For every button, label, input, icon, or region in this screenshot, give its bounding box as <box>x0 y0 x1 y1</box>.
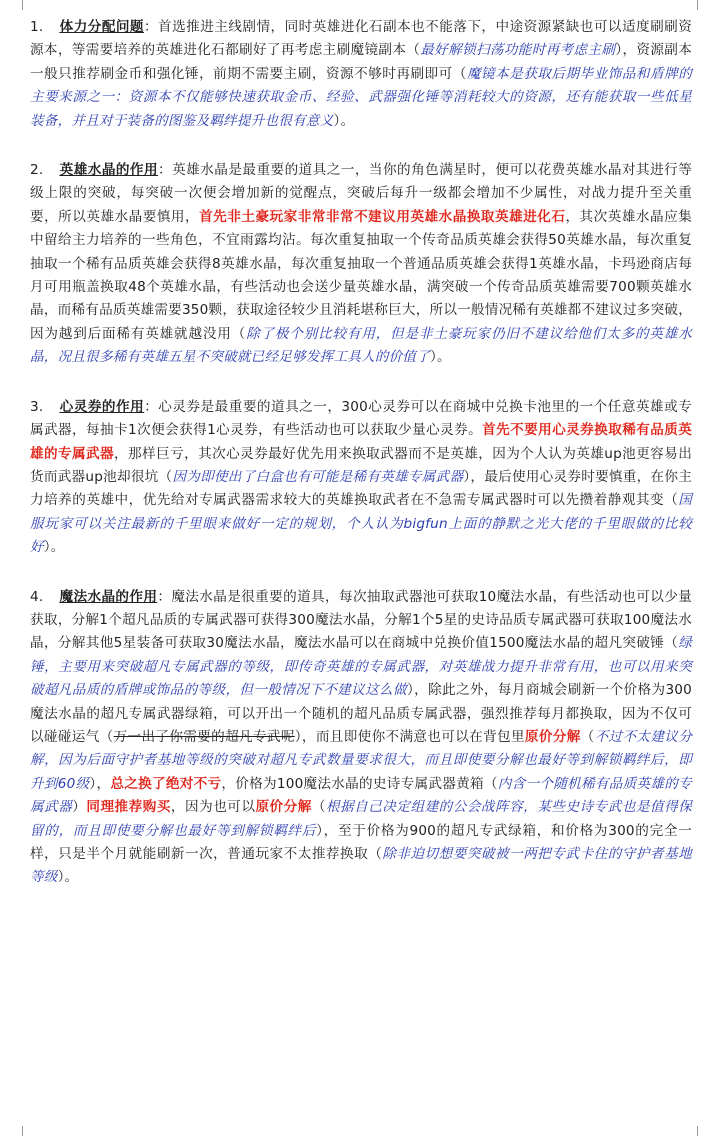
body-text: ）。 <box>333 112 355 129</box>
body-text: ），而且即使你不满意也可以在背包里 <box>294 728 525 745</box>
section-heading: 体力分配问题 <box>59 19 144 35</box>
body-text: ）。 <box>430 349 451 366</box>
body-text: ），最后使用心灵券时要慎重，在你主力培养的英雄中，优先给对专属武器需求较大的英雄换取武者在不急需专属武器时可以先攒着静观其变（ <box>30 468 692 509</box>
section-spacer <box>30 133 692 159</box>
section-heading: 心灵券的作用 <box>59 398 145 415</box>
section-heading: 魔法水晶的作用 <box>59 588 158 605</box>
body-text: ），除此之外，每月商城会刷新一个价格为300魔法水晶的超凡专属武器绿箱，可以开出一个随机的超凡品质专属武器，强烈推荐每月都换取，因为不仅可以碰碰运气（ <box>30 682 692 745</box>
section-3 <box>30 396 692 560</box>
body-text: ，那样巨亏，其次心灵券最好优先用来换取武器而不是英雄，因为个人认为英雄up池更容易出货而武器up池却很坑（ <box>30 445 692 485</box>
body-text: ，其次英雄水晶应集中留给主力培养的一些角色，不宜雨露均沾。每次重复抽取一个传奇品质英雄会获得50英雄水晶，每次重复抽取一个稀有品质英雄会获得8英雄水晶，每次重复抽取一个普通品质英雄会获得1英雄水晶，卡玛逊商店每月可用瓶盖换取48个英雄水晶，有些活动也会送少量英雄水晶，满突破一个传奇品质英雄需要700颗英雄水晶，而稀有品质英雄需要350颗，获取途径较少且消耗堪称巨大，所以一般情况稀有英雄都不建议过多突破，因为越到后面稀有英雄就越没用（ <box>30 208 692 342</box>
struck-text: 万一出了你需要的超凡专武呢 <box>113 728 295 745</box>
annotation-note: 国服玩家可以关注最新的千里眼来做好一定的规划，个人认为bigfun上面的静默之光大佬的千里眼做的比较好 <box>30 492 692 556</box>
crop-mark-top-right <box>687 0 698 10</box>
highlight-warning: 首先不要用心灵券换取稀有品质英雄的专属武器 <box>30 422 692 462</box>
section-4 <box>30 586 692 890</box>
section-1 <box>30 16 692 133</box>
annotation-note: 魔镜本是获取后期毕业饰品和盾牌的主要来源之一：资源本不仅能够快速获取金币、经验、武器强化锤等消耗较大的资源，还有能获取一些低星装备，并且对于装备的图鉴及羁绊提升也很有意义 <box>30 65 692 129</box>
section-heading: 英雄水晶的作用 <box>59 162 159 179</box>
section-2 <box>30 159 692 370</box>
section-number: 4. <box>30 588 44 605</box>
highlight-warning: 总之换了绝对不亏 <box>110 775 222 792</box>
body-text: ，价格为100魔法水晶的史诗专属武器黄箱（ <box>221 775 498 792</box>
document-page <box>30 10 692 890</box>
section-number: 3. <box>30 398 44 415</box>
section-spacer <box>30 560 692 586</box>
body-text: ） <box>72 799 87 816</box>
body-text: ）， <box>89 775 111 792</box>
body-text: （ <box>311 799 326 816</box>
annotation-note: 内含一个随机稀有品质英雄的专属武器 <box>30 775 692 816</box>
crop-mark-bottom-left <box>22 1126 33 1136</box>
body-text: ）。 <box>57 869 79 886</box>
body-text: ，因为也可以 <box>170 799 256 816</box>
highlight-warning: 原价分解 <box>524 728 581 745</box>
body-text: ：心灵券是最重要的道具之一，300心灵券可以在商城中兑换卡池里的一个任意英雄或专属武器，每抽卡1次便会获得1心灵券，有些活动也可以获取少量心灵券。 <box>30 398 692 439</box>
body-text: ：魔法水晶是很重要的道具，每次抽取武器池可获取10魔法水晶，有些活动也可以少量获取，分解1个超凡品质的专属武器可获得300魔法水晶，分解1个5星的史诗品质专属武器可获取100魔法水晶，分解其他5星装备可获取30魔法水晶，魔法水晶可以在商城中兑换价值1500魔法水晶的超凡突破锤（ <box>30 588 692 652</box>
annotation-note: 除了极个别比较有用，但是非土豪玩家仍旧不建议给他们太多的英雄水晶，况且很多稀有英雄五星不突破就已经足够发挥工具人的价值了 <box>30 325 693 366</box>
crop-mark-bottom-right <box>687 1126 698 1136</box>
highlight-warning: 原价分解 <box>255 799 312 816</box>
body-text: ）。 <box>43 539 65 556</box>
highlight-warning: 首先非土豪玩家非常非常不建议用英雄水晶换取英雄进化石 <box>199 208 566 225</box>
section-spacer <box>30 370 692 396</box>
section-number: 1. <box>30 19 44 35</box>
annotation-note: 因为即使出了白盒也有可能是稀有英雄专属武器 <box>172 468 464 485</box>
highlight-warning: 同理推荐购买 <box>86 799 171 816</box>
annotation-note: 不过不太建议分解，因为后面守护者基地等级的突破对超凡专武数量要求很大，而且即使要分解也最好等到解锁羁绊后，即升到60级 <box>30 728 692 792</box>
annotation-note: 绿锤，主要用来突破超凡专属武器的等级，即传奇英雄的专属武器，对英雄战力提升非常有用，也可以用来突破超凡品质的盾牌或饰品的等级，但一般情况下不建议这么做 <box>30 635 692 699</box>
annotation-note: 最好解锁扫荡功能时再考虑主刷 <box>420 42 616 59</box>
body-text: ：英雄水晶是最重要的道具之一，当你的角色满星时，便可以花费英雄水晶对其进行等级上限的突破，每突破一次便会增加新的觉醒点，突破后每升一级都会增加不少属性，对战力提升至关重要，所以英雄水晶要慎用， <box>30 162 692 225</box>
body-text: （ <box>580 728 595 745</box>
section-number: 2. <box>30 162 44 179</box>
body-text: ），资源副本一般只推荐刷金币和强化锤，前期不需要主刷，资源不够时再刷即可（ <box>30 42 692 82</box>
body-text: ），至于价格为900的超凡专武绿箱，和价格为300的完全一样，只是半个月就能刷新一次，普通玩家不太推荐换取（ <box>30 822 692 862</box>
annotation-note: 根据自己决定组建的公会战阵容，某些史诗专武也是值得保留的，而且即使要分解也最好等到解锁羁绊后 <box>30 799 692 839</box>
crop-mark-top-left <box>22 0 33 10</box>
annotation-note: 除非迫切想要突破被一两把专武卡住的守护者基地等级 <box>30 846 692 886</box>
body-text: ：首选推进主线剧情，同时英雄进化石副本也不能落下，中途资源紧缺也可以适度刷刷资源本，等需要培养的英雄进化石都刷好了再考虑主刷魔镜副本（ <box>30 19 693 59</box>
